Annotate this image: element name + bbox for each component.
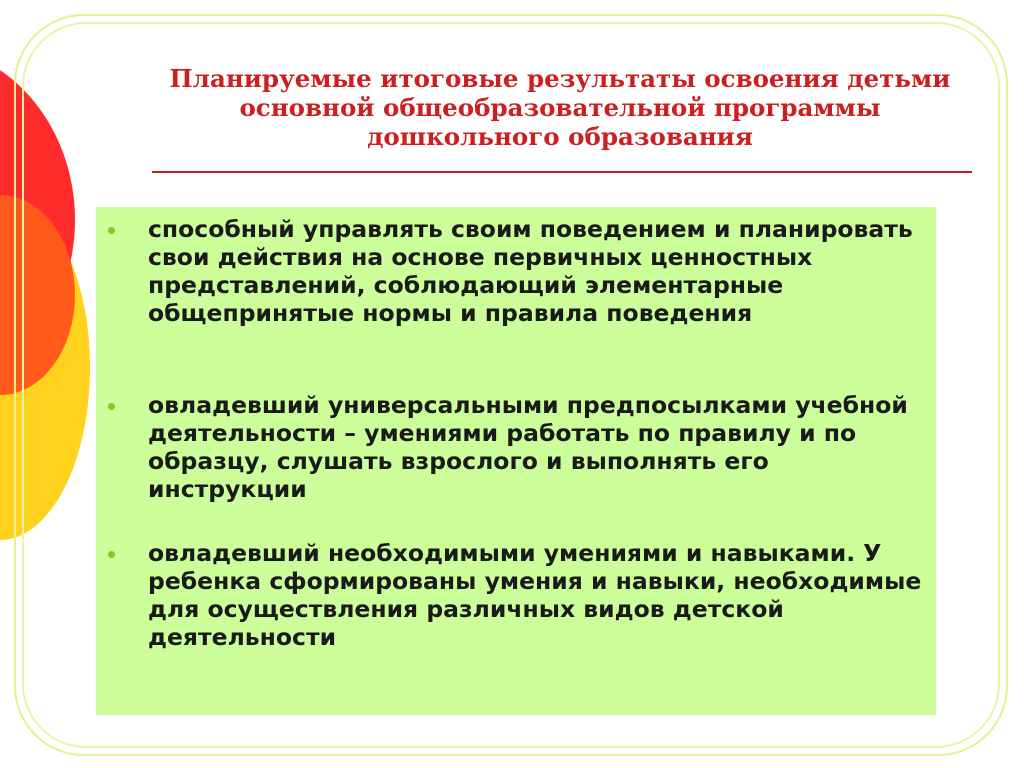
content-box <box>96 207 936 715</box>
bullet-text: способный управлять своим поведением и планировать свои действия на основе первичных ценностных представлений, соблюдающий элементарные общепринятые нормы и правила поведения <box>148 215 913 327</box>
bullet-text: овладевший необходимыми умениями и навыками. У ребенка сформированы умения и навыки, необходимые для осуществления различных видов детской деятельности <box>148 539 922 651</box>
bullet-dot-icon <box>108 551 115 558</box>
bullet-item <box>96 391 936 503</box>
bullet-item <box>96 215 936 327</box>
slide-title: Планируемые итоговые результаты освоения детьми основной общеобразовательной программы дошкольного образования <box>169 64 951 151</box>
title-underline <box>152 171 972 173</box>
bullet-dot-icon <box>108 227 115 234</box>
bullet-dot-icon <box>108 403 115 410</box>
bullet-text: овладевший универсальными предпосылками учебной деятельности – умениями работать по правилу и по образцу, слушать взрослого и выполнять его инструкции <box>148 391 908 503</box>
bullet-item <box>96 539 936 651</box>
